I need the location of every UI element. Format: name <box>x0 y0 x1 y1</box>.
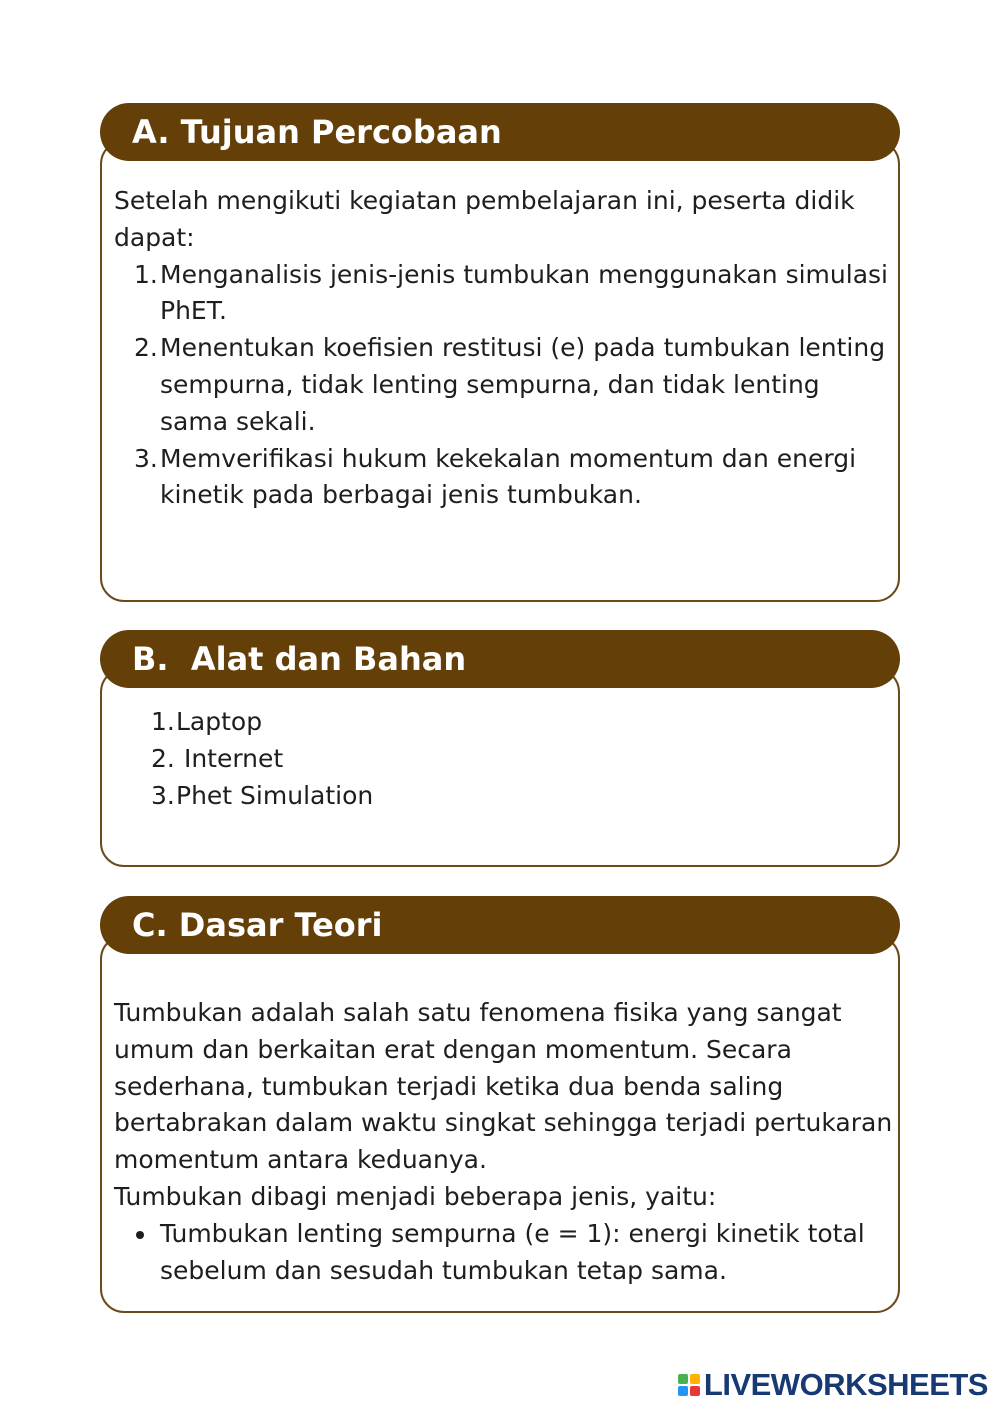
section-a-intro: Setelah mengikuti kegiatan pembelajaran ini, peserta didik dapat: <box>114 186 855 252</box>
section-b-header: B. Alat dan Bahan <box>100 630 900 688</box>
list-item-number: 2. <box>151 743 175 773</box>
list-item-number: 1. <box>151 707 175 736</box>
liveworksheets-watermark <box>678 1368 988 1402</box>
list-item-number: 1. <box>134 259 158 289</box>
materials-list <box>114 704 894 814</box>
list-item <box>114 778 894 815</box>
list-item <box>114 741 894 778</box>
list-item <box>114 441 894 515</box>
logo-square <box>678 1386 688 1396</box>
section-c-paragraph: Tumbukan dibagi menjadi beberapa jenis, yaitu: <box>114 1181 717 1211</box>
list-item-text: Menentukan koefisien restitusi (e) pada tumbukan lenting sempurna, tidak lenting sempurna, dan tidak lenting sama sekali. <box>160 333 886 436</box>
section-b-content <box>114 704 894 814</box>
logo-square <box>678 1374 688 1384</box>
section-c-paragraph: Tumbukan adalah salah satu fenomena fisika yang sangat umum dan berkaitan erat dengan momentum. Secara sederhana, tumbukan terjadi ketika dua benda saling bertabrakan dalam waktu singkat sehingga terjadi pertukaran momentum antara keduanya. <box>114 998 893 1175</box>
list-item <box>114 1216 894 1290</box>
list-item <box>114 257 894 331</box>
liveworksheets-logo-icon <box>678 1374 700 1396</box>
list-item-text: Menganalisis jenis-jenis tumbukan menggunakan simulasi PhET. <box>160 259 888 326</box>
list-item <box>114 704 894 741</box>
list-item-text: Tumbukan lenting sempurna (e = 1): energi kinetik total sebelum dan sesudah tumbukan tetap sama. <box>160 1218 865 1285</box>
list-item-number: 3. <box>134 443 158 473</box>
list-item <box>114 330 894 440</box>
list-item-text: Phet Simulation <box>176 780 374 810</box>
section-a-header: A. Tujuan Percobaan <box>100 103 900 161</box>
list-item-text: Memverifikasi hukum kekekalan momentum dan energi kinetik pada berbagai jenis tumbukan. <box>160 443 857 510</box>
logo-square <box>690 1386 700 1396</box>
list-item-number: 2. <box>134 333 158 363</box>
list-item-number: 3. <box>151 780 175 810</box>
section-a-content <box>114 183 894 514</box>
list-item-text: Laptop <box>176 707 263 736</box>
logo-square <box>690 1374 700 1384</box>
collision-types-list <box>114 1216 894 1290</box>
list-item-text: Internet <box>176 743 284 773</box>
watermark-text: LIVEWORKSHEETS <box>703 1367 988 1402</box>
objectives-list <box>114 257 894 515</box>
bullet-icon <box>136 1231 144 1239</box>
section-c-header: C. Dasar Teori <box>100 896 900 954</box>
section-c-content <box>114 995 894 1289</box>
